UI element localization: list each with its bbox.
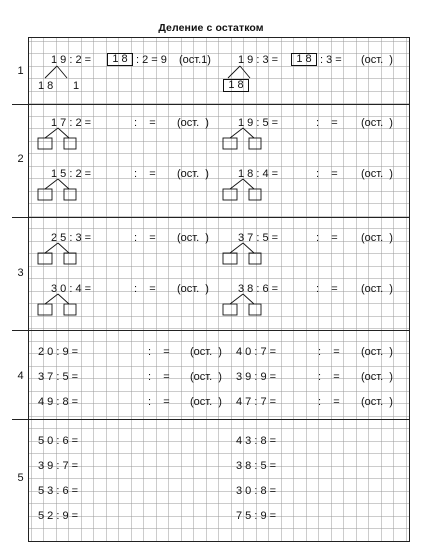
exercise-expression: 1 9 : 5 =	[238, 117, 279, 129]
exercise-expression: 2 5 : 3 =	[51, 232, 92, 244]
remainder-label: (ост. )	[177, 117, 209, 129]
split-diagram	[40, 243, 76, 265]
section-number-column	[12, 37, 29, 542]
section-divider	[12, 104, 410, 105]
exercise-expression: 3 9 : 9 =	[236, 371, 277, 383]
answer-blank: : =	[316, 168, 338, 180]
exercise-expression: 7 5 : 9 =	[236, 510, 277, 522]
exercise-expression: 3 0 : 4 =	[51, 283, 92, 295]
exercise-expression: 1 9 : 2 =	[51, 54, 92, 66]
exercise-expression: 1 8 : 4 =	[238, 168, 279, 180]
remainder-label: (ост. )	[361, 371, 393, 383]
exercise-expression: 1 7 : 2 =	[51, 117, 92, 129]
exercise-expression: 1 9 : 3 =	[238, 54, 279, 66]
section-number: 2	[17, 153, 24, 165]
answer-blank: : =	[134, 168, 156, 180]
remainder-label: (ост. )	[361, 232, 393, 244]
split-part: 1	[73, 80, 80, 92]
answer-blank: : =	[148, 346, 170, 358]
split-lines	[226, 66, 256, 80]
answer-blank: : =	[316, 117, 338, 129]
split-diagram	[225, 179, 261, 201]
exercise-expression: 5 2 : 9 =	[38, 510, 79, 522]
exercise-expression: : 2 = 9	[136, 54, 167, 66]
exercise-expression: 3 7 : 5 =	[238, 232, 279, 244]
answer-blank: : =	[134, 232, 156, 244]
answer-blank: : =	[316, 232, 338, 244]
exercise-expression: 4 3 : 8 =	[236, 435, 277, 447]
section-number: 4	[17, 370, 24, 382]
remainder-label: (ост. )	[361, 117, 393, 129]
split-part: 1 8	[38, 80, 54, 92]
exercise-expression: 5 0 : 6 =	[38, 435, 79, 447]
exercise-expression: 5 3 : 6 =	[38, 485, 79, 497]
split-diagram	[225, 128, 261, 150]
answer-blank: : =	[318, 346, 340, 358]
split-lines	[43, 66, 73, 80]
split-diagram	[40, 179, 76, 201]
answer-blank: : =	[148, 371, 170, 383]
split-box[interactable]: 1 8	[223, 79, 249, 92]
remainder-label: (ост. )	[177, 283, 209, 295]
answer-box[interactable]: 1 8	[291, 53, 317, 66]
exercise-expression: : 3 =	[320, 54, 342, 66]
exercise-expression: 1 5 : 2 =	[51, 168, 92, 180]
answer-blank: : =	[134, 117, 156, 129]
remainder-label: (ост. )	[361, 346, 393, 358]
remainder-label: (ост. )	[190, 371, 222, 383]
split-diagram	[225, 294, 261, 316]
exercise-expression: 2 0 : 9 =	[38, 346, 79, 358]
answer-blank: : =	[318, 396, 340, 408]
split-diagram	[40, 128, 76, 150]
answer-blank: : =	[148, 396, 170, 408]
answer-box[interactable]: 1 8	[107, 53, 133, 66]
exercise-expression: 4 9 : 8 =	[38, 396, 79, 408]
section-number: 1	[17, 65, 24, 77]
answer-blank: : =	[134, 283, 156, 295]
remainder-label: (ост.1)	[179, 54, 211, 66]
exercise-expression: 3 8 : 6 =	[238, 283, 279, 295]
split-diagram	[40, 294, 76, 316]
exercise-expression: 3 9 : 7 =	[38, 460, 79, 472]
exercise-expression: 4 0 : 7 =	[236, 346, 277, 358]
exercise-expression: 3 8 : 5 =	[236, 460, 277, 472]
section-divider	[12, 419, 410, 420]
remainder-label: (ост. )	[361, 396, 393, 408]
section-divider	[12, 217, 410, 218]
exercise-expression: 3 0 : 8 =	[236, 485, 277, 497]
remainder-label: (ост. )	[190, 396, 222, 408]
exercise-expression: 3 7 : 5 =	[38, 371, 79, 383]
exercise-expression: 4 7 : 7 =	[236, 396, 277, 408]
remainder-label: (ост. )	[190, 346, 222, 358]
answer-blank: : =	[318, 371, 340, 383]
section-number: 5	[17, 472, 24, 484]
remainder-label: (ост. )	[177, 232, 209, 244]
page-title: Деление с остатком	[158, 22, 264, 34]
split-diagram	[225, 243, 261, 265]
section-divider	[12, 330, 410, 331]
section-number: 3	[17, 267, 24, 279]
remainder-label: (ост. )	[361, 54, 393, 66]
remainder-label: (ост. )	[177, 168, 209, 180]
remainder-label: (ост. )	[361, 283, 393, 295]
answer-blank: : =	[316, 283, 338, 295]
remainder-label: (ост. )	[361, 168, 393, 180]
